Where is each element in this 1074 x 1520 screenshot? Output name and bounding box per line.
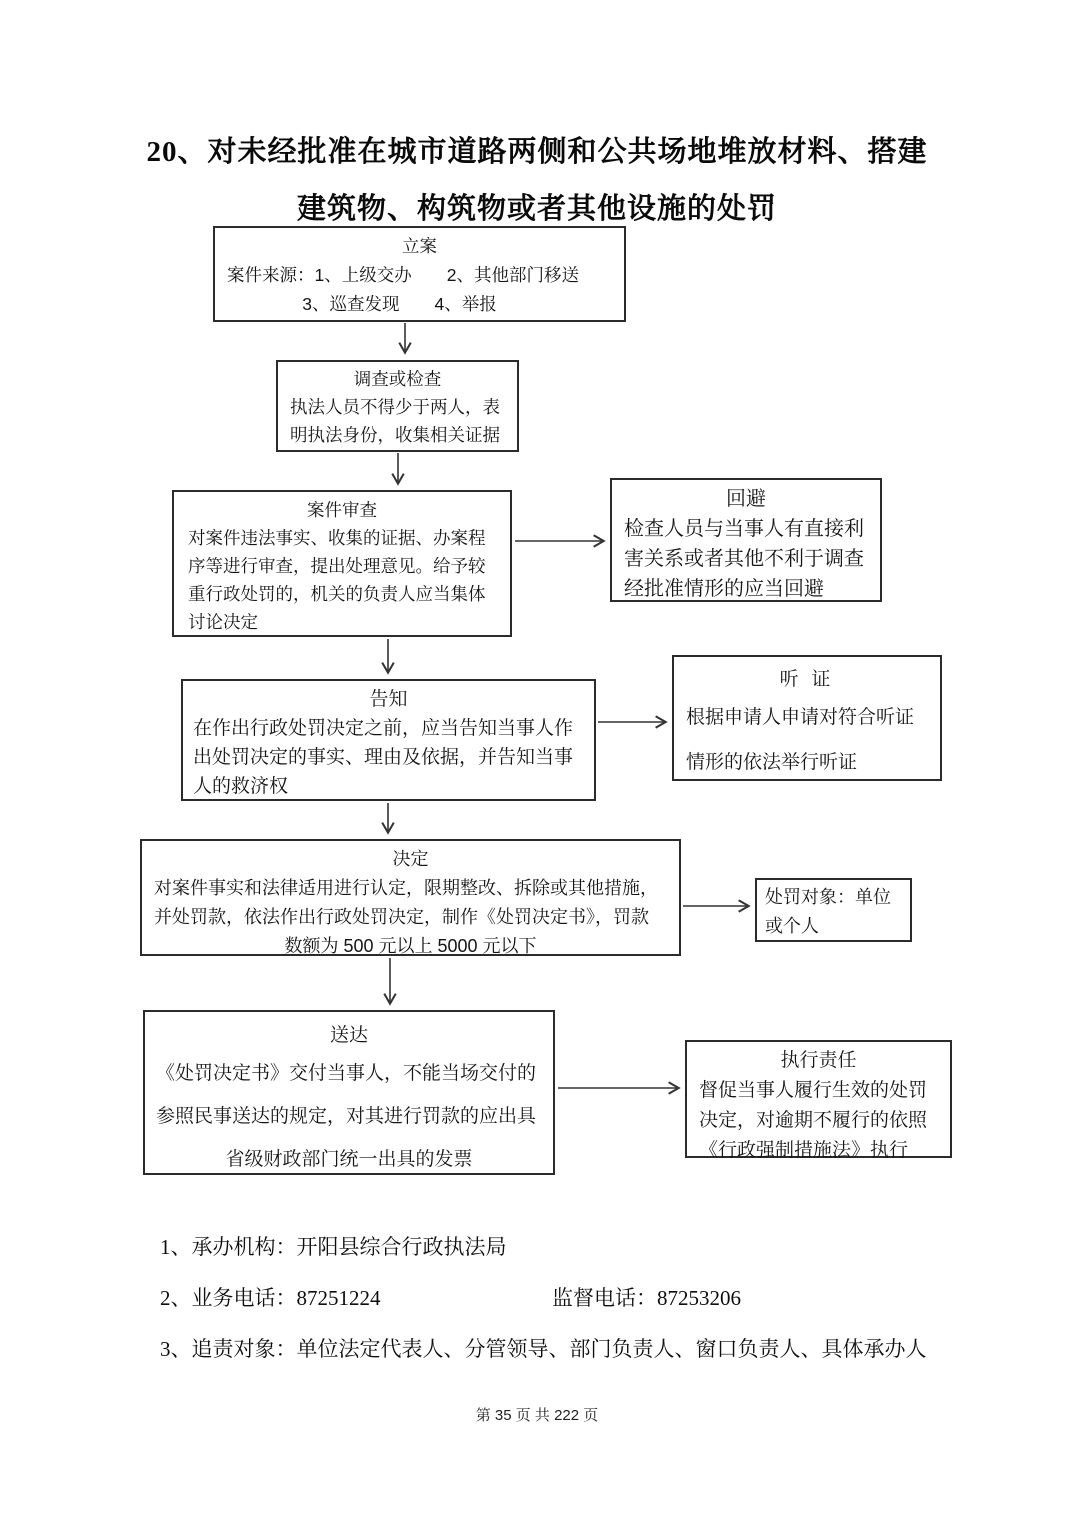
node-body-line1: 案件来源：1、上级交办 2、其他部门移送 <box>227 265 579 285</box>
node-title: 送达 <box>329 1025 368 1046</box>
flow-node-investigation <box>276 360 519 452</box>
flow-node-case-review <box>172 490 512 637</box>
flow-node-enforcement-duty <box>685 1040 952 1161</box>
node-title: 决定 <box>392 849 429 869</box>
node-title: 听 证 <box>779 669 835 690</box>
flow-node-case-filing <box>213 226 626 322</box>
node-title: 调查或检查 <box>353 369 442 389</box>
flow-node-decision <box>140 839 681 956</box>
node-title: 执行责任 <box>780 1050 857 1071</box>
node-body: 检查人员与当事人有直接利害关系或者其他不利于调查经批准情形的应当回避 <box>624 518 864 600</box>
node-body-line2: 3、巡查发现 4、举报 <box>302 294 497 314</box>
node-body-line1: 根据申请人申请对符合听证 <box>686 707 915 728</box>
node-body: 督促当事人履行生效的处罚决定，对逾期不履行的依照《行政强制措施法》执行 <box>699 1080 928 1161</box>
page-number: 第 35 页 共 222 页 <box>475 1407 599 1424</box>
note-phones <box>160 1273 942 1324</box>
note-agency: 1、承办机构：开阳县综合行政执法局 <box>160 1235 507 1259</box>
notes-section <box>160 1222 942 1375</box>
node-body-line1: 《处罚决定书》交付当事人，不能当场交付的 <box>156 1063 537 1084</box>
note-supervision-phone: 监督电话：87253206 <box>552 1286 741 1310</box>
node-title: 案件审查 <box>307 500 377 520</box>
node-body: 执法人员不得少于两人，表明执法身份，收集相关证据 <box>290 397 500 445</box>
node-title: 立案 <box>402 236 437 256</box>
flow-node-recusal <box>610 478 882 602</box>
node-body-line2: 情形的依法举行听证 <box>686 752 858 773</box>
page-title-line2: 建筑物、构筑物或者其他设施的处罚 <box>296 193 777 225</box>
node-body: 在作出行政处罚决定之前，应当告知当事人作出处罚决定的事实、理由及依据，并告知当事人的救济权 <box>193 718 574 797</box>
node-body: 对案件违法事实、收集的证据、办案程序等进行审查，提出处理意见。给予较重行政处罚的，机关的负责人应当集体讨论决定 <box>188 528 486 632</box>
node-title: 回避 <box>726 488 766 510</box>
page-title-line1: 20、对未经批准在城市道路两侧和公共场地堆放材料、搭建 <box>146 136 928 168</box>
note-accountable-persons: 3、追责对象：单位法定代表人、分管领导、部门负责人、窗口负责人、具体承办人 <box>160 1337 927 1361</box>
flow-node-penalty-target <box>755 878 912 942</box>
flow-node-delivery <box>143 1010 555 1175</box>
node-body-line3: 省级财政部门统一出具的发票 <box>225 1149 473 1170</box>
node-body-amount: 数额为 500 元以上 5000 元以下 <box>284 936 537 956</box>
node-title: 告知 <box>369 689 408 710</box>
note-business-phone: 2、业务电话：87251224 <box>160 1286 381 1310</box>
page-title <box>60 124 1014 238</box>
node-body: 处罚对象：单位或个人 <box>765 887 891 936</box>
flow-node-hearing <box>672 655 942 781</box>
node-body: 对案件事实和法律适用进行认定，限期整改、拆除或其他措施，并处罚款，依法作出行政处罚决定，制作《处罚决定书》，罚款 <box>154 878 658 927</box>
flow-node-notification <box>181 679 596 801</box>
node-body-line2: 参照民事送达的规定，对其进行罚款的应出具 <box>156 1106 537 1127</box>
